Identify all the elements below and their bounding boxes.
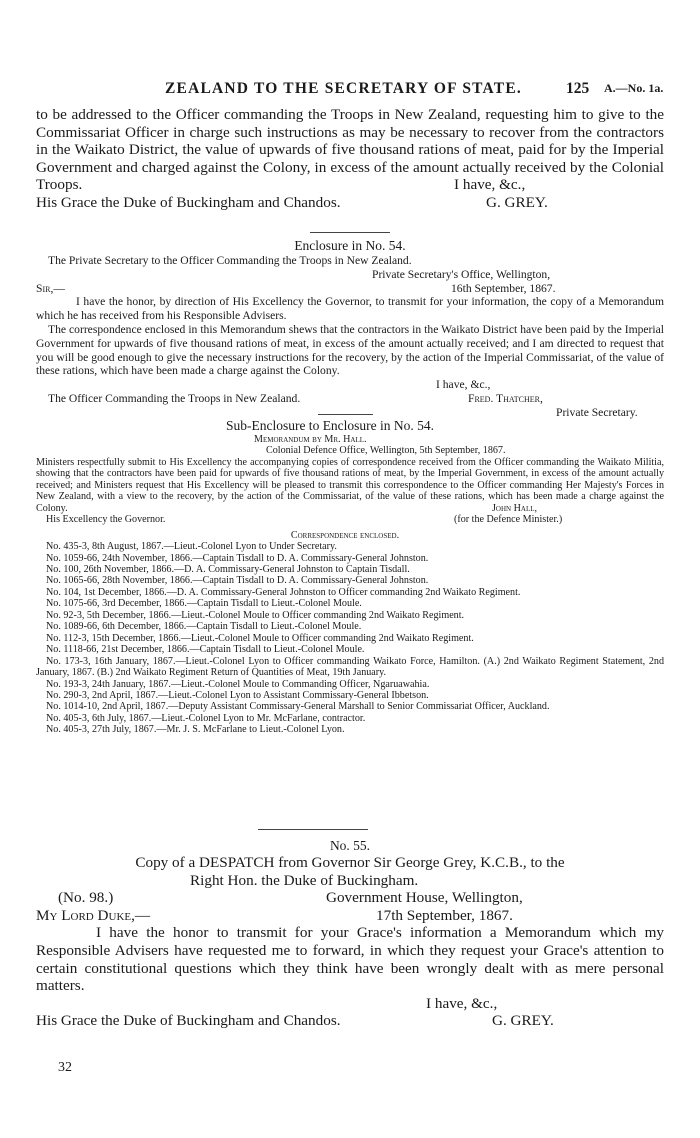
enclosure-salutation: Sir,— bbox=[36, 281, 65, 295]
correspondence-item: No. 173-3, 16th January, 1867.—Lieut.-Colonel Lyon to Officer commanding Waikato Force, Hamilton. (A.) 2nd Waikato Regiment Statement, 2nd January, 1867. (B.) 2nd Waikato Regiment Return of Quantities of Meat, 19th January. bbox=[36, 655, 664, 679]
despatch-place-row bbox=[36, 889, 664, 907]
despatch-closing: I have, &c., bbox=[426, 994, 498, 1012]
memo-signature-row bbox=[36, 503, 664, 514]
memo-body: Ministers respectfully submit to His Excellency the accompanying copies of correspondence received from the Officer commanding the Waikato Militia, showing that the contractors have been paid for upwards of five thousand rations of meat, by the Imperial Government, in excess of the amount actually received; and Ministers request that His Excellency will be pleased to transmit this correspondence to the Officer commanding Her Majesty's Forces in New Zealand, with a view to the recovery, by the action of the Commissariat, of the value of these rations, which has been made a charge against the Colony. bbox=[36, 456, 664, 514]
despatch-place: Government House, Wellington, bbox=[326, 889, 523, 907]
enclosure-signature: Fred. Thatcher, bbox=[468, 391, 543, 405]
sheet-number: 32 bbox=[58, 1060, 72, 1075]
memo-addressee: His Excellency the Governor. bbox=[46, 514, 166, 526]
correspondence-heading: Correspondence enclosed. bbox=[290, 529, 400, 541]
despatch-date-row bbox=[36, 907, 664, 925]
correspondence-item: No. 112-3, 15th December, 1866.—Lieut.-Colonel Moule to Officer commanding 2nd Waikato Regiment. bbox=[46, 632, 474, 644]
sub-enclosure bbox=[36, 418, 664, 736]
despatch-signoff-row bbox=[36, 1012, 664, 1030]
correspondence-item: No. 193-3, 24th January, 1867.—Lieut.-Colonel Moule to Commanding Officer, Ngaruawahia. bbox=[46, 678, 430, 690]
despatch-body: I have the honor to transmit for your Grace's information a Memorandum which my Responsible Advisers have requested me to forward, in which they request your Grace's attention to certain constitutional questions which they think have been wrongly dealt with as mere personal matters. bbox=[36, 924, 664, 995]
enclosure-addressee: The Officer Commanding the Troops in New Zealand. bbox=[48, 391, 301, 405]
correspondence-item: No. 1059-66, 24th November, 1866.—Captain Tisdall to D. A. Commissary-General Johnston. bbox=[46, 552, 429, 564]
correspondence-list bbox=[36, 541, 664, 736]
top-letter-signoff-row bbox=[36, 194, 664, 212]
despatch-number: No. 55. bbox=[329, 838, 371, 853]
enclosure-paragraph-1: I have the honor, by direction of His Excellency the Governor, to transmit for your information, the copy of a Memorandum which he has received from his Responsible Advisers. bbox=[36, 295, 664, 323]
memo-signature-note: (for the Defence Minister.) bbox=[454, 514, 563, 526]
memo-addressee-row bbox=[36, 514, 664, 525]
correspondence-item: No. 405-3, 27th July, 1867.—Mr. J. S. McFarlane to Lieut.-Colonel Lyon. bbox=[46, 724, 345, 736]
enclosure-closing: I have, &c., bbox=[436, 378, 491, 392]
running-title: ZEALAND TO THE SECRETARY OF STATE. bbox=[165, 80, 522, 97]
section-divider bbox=[310, 232, 390, 233]
correspondence-item: No. 1065-66, 28th November, 1866.—Captain Tisdall to D. A. Commissary-General Johnston. bbox=[46, 575, 429, 587]
correspondence-item: No. 100, 26th November, 1866.—D. A. Commissary-General Johnston to Captain Tisdall. bbox=[46, 563, 410, 575]
despatch-addressee: His Grace the Duke of Buckingham and Chandos. bbox=[36, 1012, 341, 1030]
enclosure-date-row bbox=[36, 282, 664, 296]
despatch-signature: G. GREY. bbox=[492, 1012, 554, 1030]
despatch-date: 17th September, 1867. bbox=[376, 906, 513, 924]
enclosure-closing-row bbox=[36, 378, 664, 392]
memo-signature: John Hall, bbox=[492, 502, 538, 514]
paper-reference: A.—No. 1a. bbox=[604, 81, 664, 95]
top-letter bbox=[36, 106, 664, 212]
despatch-closing-row bbox=[36, 995, 664, 1013]
page-number: 125 bbox=[566, 80, 590, 97]
despatch-title-1: Copy of a DESPATCH from Governor Sir George Grey, K.C.B., to the bbox=[135, 854, 565, 871]
enclosure-date: 16th September, 1867. bbox=[451, 281, 556, 295]
enclosure-from-to: The Private Secretary to the Officer Commanding the Troops in New Zealand. bbox=[48, 254, 412, 267]
top-letter-signature: G. GREY. bbox=[486, 193, 548, 211]
enclosure-heading: Enclosure in No. 54. bbox=[294, 238, 406, 253]
memo-office-date: Colonial Defence Office, Wellington, 5th September, 1867. bbox=[266, 445, 506, 457]
despatch-no-55 bbox=[36, 838, 664, 1030]
enclosure-54 bbox=[36, 238, 664, 420]
correspondence-item: No. 1075-66, 3rd December, 1866.—Captain Tisdall to Lieut.-Colonel Moule. bbox=[46, 598, 362, 610]
memo-title: Memorandum by Mr. Hall. bbox=[254, 434, 367, 445]
top-letter-body: to be addressed to the Officer commanding the Troops in New Zealand, requesting him to give to the Commissariat Officer in charge such instructions as may be necessary to recover from the contractors in the Waikato District, the value of upwards of five thousand rations of meat, paid for by the Imperial Government and charged against the Colony, in excess of the amount actually received by the Colonial Troops. bbox=[36, 106, 664, 194]
correspondence-item: No. 1118-66, 21st December, 1866.—Captain Tisdall to Lieut.-Colonel Moule. bbox=[46, 644, 365, 656]
correspondence-item: No. 290-3, 2nd April, 1867.—Lieut.-Colonel Lyon to Assistant Commissary-General Ibbetson. bbox=[46, 689, 429, 701]
running-header bbox=[0, 80, 700, 100]
section-divider bbox=[258, 829, 368, 830]
correspondence-item: No. 1089-66, 6th December, 1866.—Captain Tisdall to Lieut.-Colonel Moule. bbox=[46, 621, 362, 633]
despatch-no: (No. 98.) bbox=[58, 889, 114, 907]
correspondence-item: No. 1014-10, 2nd April, 1867.—Deputy Assistant Commissary-General Marshall to Senior Commissariat Officer, Auckland. bbox=[46, 701, 550, 713]
correspondence-item: No. 104, 1st December, 1866.—D. A. Commissary-General Johnston to Officer commanding 2nd Waikato Regiment. bbox=[46, 586, 521, 598]
enclosure-paragraph-2: The correspondence enclosed in this Memorandum shews that the contractors in the Waikato District have been paid by the Imperial Government for upwards of five thousand rations of meat, in excess of the amount actually received; and I am directed to request that you will be good enough to give the necessary instructions for the recovery, by the action of the Imperial Commissariat, of the value of these rations, which have been made a charge against the Colony. bbox=[36, 322, 664, 378]
enclosure-signature-title: Private Secretary. bbox=[556, 405, 638, 419]
top-letter-closing-row bbox=[36, 176, 664, 194]
enclosure-office: Private Secretary's Office, Wellington, bbox=[372, 267, 551, 281]
enclosure-office-row bbox=[36, 268, 664, 282]
top-letter-closing: I have, &c., bbox=[454, 176, 526, 194]
section-divider bbox=[318, 414, 373, 415]
top-letter-addressee: His Grace the Duke of Buckingham and Chandos. bbox=[36, 193, 341, 211]
sub-enclosure-heading: Sub-Enclosure to Enclosure in No. 54. bbox=[225, 418, 435, 433]
correspondence-item: No. 405-3, 6th July, 1867.—Lieut.-Colonel Lyon to Mr. McFarlane, contractor. bbox=[46, 712, 366, 724]
despatch-salutation: My Lord Duke,— bbox=[36, 906, 151, 924]
correspondence-item: No. 435-3, 8th August, 1867.—Lieut.-Colonel Lyon to Under Secretary. bbox=[46, 541, 337, 553]
despatch-title-2: Right Hon. the Duke of Buckingham. bbox=[190, 871, 419, 889]
enclosure-signoff-row bbox=[36, 392, 664, 406]
correspondence-item: No. 92-3, 5th December, 1866.—Lieut.-Colonel Moule to Officer commanding 2nd Waikato Regiment. bbox=[46, 609, 465, 621]
